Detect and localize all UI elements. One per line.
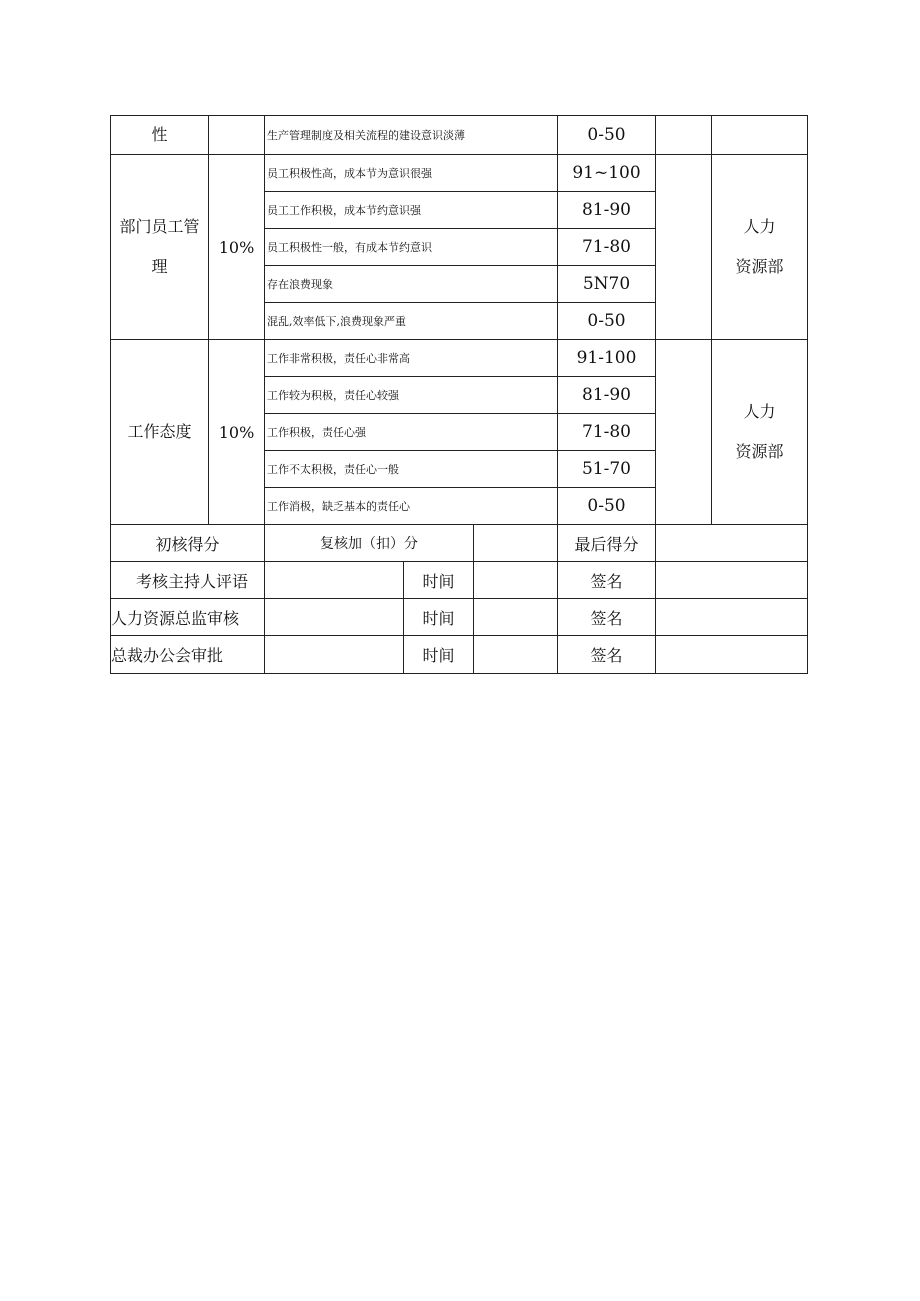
dept-cell xyxy=(712,116,808,155)
final-score-label: 最后得分 xyxy=(558,525,656,562)
score-range: 81-90 xyxy=(558,192,656,229)
final-score-value[interactable] xyxy=(656,525,808,562)
score-summary-row xyxy=(111,525,808,562)
criteria-description: 存在浪费现象 xyxy=(265,266,558,303)
sign-label: 签名 xyxy=(558,562,656,599)
indicator-name: 性 xyxy=(111,116,209,155)
responsible-dept xyxy=(712,155,808,340)
review-adjust-value[interactable] xyxy=(474,525,558,562)
score-entry-cell xyxy=(656,116,712,155)
score-range: 5N70 xyxy=(558,266,656,303)
score-range: 71-80 xyxy=(558,414,656,451)
approval-comment[interactable] xyxy=(265,562,404,599)
sign-label: 签名 xyxy=(558,599,656,636)
initial-score-label: 初核得分 xyxy=(111,525,265,562)
responsible-dept xyxy=(712,340,808,525)
dept-line: 人力 xyxy=(743,217,776,236)
score-range: 0-50 xyxy=(558,116,656,155)
weight-value: 10% xyxy=(209,340,265,525)
approval-label: 总裁办公会审批 xyxy=(111,636,265,674)
score-entry-cell xyxy=(656,155,712,340)
criteria-description: 员工积极性高，成本节为意识很强 xyxy=(265,155,558,192)
table-row xyxy=(111,155,808,192)
score-range: 71-80 xyxy=(558,229,656,266)
time-value[interactable] xyxy=(474,599,558,636)
sign-label: 签名 xyxy=(558,636,656,674)
approval-comment[interactable] xyxy=(265,599,404,636)
review-adjust-label: 复核加（扣）分 xyxy=(265,525,474,562)
indicator-name-line: 部门员工管 xyxy=(119,217,200,236)
sign-value[interactable] xyxy=(656,599,808,636)
sign-value[interactable] xyxy=(656,562,808,599)
approval-row xyxy=(111,599,808,636)
time-value[interactable] xyxy=(474,636,558,674)
table-row xyxy=(111,340,808,377)
approval-comment[interactable] xyxy=(265,636,404,674)
criteria-description: 混乱,效率低下,浪费现象严重 xyxy=(265,303,558,340)
approval-label: 考核主持人评语 xyxy=(111,562,265,599)
criteria-description: 工作不太积极，责任心一般 xyxy=(265,451,558,488)
score-range: 81-90 xyxy=(558,377,656,414)
dept-line: 资源部 xyxy=(735,442,784,461)
score-range: 0-50 xyxy=(558,488,656,525)
score-range: 0-50 xyxy=(558,303,656,340)
approval-row xyxy=(111,636,808,674)
score-range: 51-70 xyxy=(558,451,656,488)
approval-row xyxy=(111,562,808,599)
time-label: 时间 xyxy=(404,636,474,674)
weight-cell xyxy=(209,116,265,155)
indicator-name: 工作态度 xyxy=(111,340,209,525)
criteria-description: 工作积极，责任心强 xyxy=(265,414,558,451)
criteria-description: 工作消极，缺乏基本的责任心 xyxy=(265,488,558,525)
sign-value[interactable] xyxy=(656,636,808,674)
score-range: 91~100 xyxy=(558,155,656,192)
time-value[interactable] xyxy=(474,562,558,599)
weight-value: 10% xyxy=(209,155,265,340)
criteria-description: 员工积极性一般，有成本节约意识 xyxy=(265,229,558,266)
indicator-name-line: 理 xyxy=(151,257,168,276)
indicator-name xyxy=(111,155,209,340)
score-entry-cell xyxy=(656,340,712,525)
approval-label: 人力资源总监审核 xyxy=(111,599,265,636)
dept-line: 资源部 xyxy=(735,257,784,276)
table-row xyxy=(111,116,808,155)
time-label: 时间 xyxy=(404,599,474,636)
score-range: 91-100 xyxy=(558,340,656,377)
criteria-description: 工作较为积极，责任心较强 xyxy=(265,377,558,414)
criteria-description: 工作非常积极，责任心非常高 xyxy=(265,340,558,377)
criteria-description: 员工工作积极，成本节约意识强 xyxy=(265,192,558,229)
assessment-table xyxy=(110,115,808,674)
time-label: 时间 xyxy=(404,562,474,599)
criteria-description: 生产管理制度及相关流程的建设意识淡薄 xyxy=(265,116,558,155)
dept-line: 人力 xyxy=(743,402,776,421)
